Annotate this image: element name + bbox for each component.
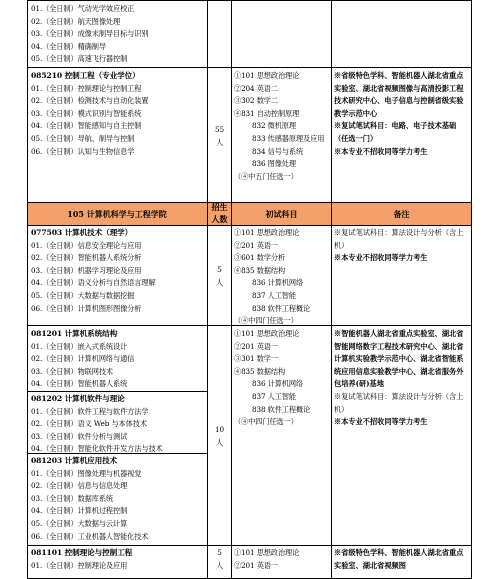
exam-item: 838 软件工程概论 <box>252 303 311 313</box>
exam-item: 838 软件工程概论 <box>252 404 311 414</box>
program-title: 081202 计算机软件与理论 <box>31 394 125 403</box>
exam-item: ②201 英语一 <box>234 560 278 570</box>
direction-item: 01.（全日制）软件工程与软件方法学 <box>31 406 149 416</box>
direction-item: 02.（全日制）计算机网络与通信 <box>31 354 135 364</box>
exam-item: 832 微机原理 <box>252 121 296 131</box>
exam-item: ④831 自动控制原理 <box>234 108 300 118</box>
program-title: 077503 计算机技术（理学） <box>31 228 133 237</box>
ctrl-enroll <box>208 124 231 149</box>
exam-item: 837 人工智能 <box>252 290 296 300</box>
cstech-directions <box>31 227 207 315</box>
cstech-exams <box>234 227 331 328</box>
direction-item: 06.（全日制）认知与生物信息学 <box>31 146 135 156</box>
note-header: 备注 <box>393 209 410 219</box>
direction-item: 03.（全日制）数据库系统 <box>31 493 114 503</box>
ctrl-notes <box>334 70 469 158</box>
note-item: ※省级特色学科、智能机器人湖北省重点实验室、湖北省视频图 <box>334 548 464 570</box>
exam-item: 833 传感器原理及应用 <box>252 133 325 143</box>
enroll-unit: 人 <box>215 560 224 570</box>
last-directions <box>31 547 207 572</box>
direction-item: 01.（全日制）气动光学效应校正 <box>31 4 135 13</box>
exam-item: ②201 英语一 <box>234 341 278 351</box>
enroll-header <box>208 202 231 225</box>
cs-system-directions <box>31 328 207 391</box>
enroll-count: 5 <box>217 548 222 557</box>
program-title: 085210 控制工程（专业学位） <box>31 71 140 80</box>
exam-item: 836 计算机网络 <box>252 278 304 288</box>
csgroup-enroll <box>208 424 231 449</box>
note-item: ※智能机器人湖北省重点实验室、湖北省智能网络数字工程技术研究中心、湖北省计算机实验教学示范中心、湖北省智能系统应用信息实验教学中心、湖北省服务外包培养(研)基地 <box>334 329 464 389</box>
exam-header: 初试科目 <box>265 209 298 219</box>
direction-item: 05.（全日制）高速飞行器控制 <box>31 54 128 64</box>
exam-item: ①101 思想政治理论 <box>234 228 300 237</box>
program-title: 081101 控制理论与控制工程 <box>31 548 133 557</box>
enroll-header-line: 招生 <box>211 202 228 212</box>
csgroup-exams <box>234 328 331 429</box>
note-item: ※复试笔试科目：算法设计与分析（含上机） <box>334 228 464 250</box>
exam-item: 837 人工智能 <box>252 391 296 401</box>
exam-item: ④835 数据结构 <box>234 265 286 275</box>
direction-item: 01.（全日制）图像处理与机器视觉 <box>31 468 142 478</box>
direction-item: 02.（全日制）智能机器人系统分析 <box>31 253 142 263</box>
direction-item: 03.（全日制）软件分析与测试 <box>31 431 128 441</box>
enroll-count: 10 <box>215 425 224 434</box>
exam-item: （④中五门任选一） <box>234 171 298 181</box>
exam-item: 834 信号与系统 <box>252 146 304 156</box>
direction-item: 04.（全日制）精确制导 <box>31 41 106 51</box>
direction-item: 02.（全日制）信息与信息处理 <box>31 481 128 491</box>
exam-item: ③601 数学分析 <box>234 253 286 263</box>
cstech-enroll <box>208 264 231 289</box>
exam-item: 836 计算机网络 <box>252 379 304 389</box>
exam-item: ①101 思想政治理论 <box>234 548 300 557</box>
note-item: ※复试笔试科目：电路、电子技术基础（任选一门） <box>334 121 457 143</box>
program-title: 081201 计算机系统结构 <box>31 329 118 338</box>
enroll-count: 55 <box>215 125 224 134</box>
direction-item: 05.（全日制）导航、制导与控制 <box>31 133 135 143</box>
exam-item: ①101 思想政治理论 <box>234 71 300 80</box>
direction-item: 01.（全日制）控制理论与控制工程 <box>31 83 142 93</box>
last-notes <box>334 547 469 578</box>
admissions-table <box>27 0 472 579</box>
direction-item: 02.（全日制）航天图像处理 <box>31 16 121 26</box>
last-exams <box>234 547 331 572</box>
direction-item: 05.（全日制）大数据与数据挖掘 <box>31 290 135 300</box>
direction-item: 03.（全日制）物联网技术 <box>31 366 114 376</box>
direction-item: 04.（全日制）智能机器人系统 <box>31 379 128 389</box>
exam-item: ④835 数据结构 <box>234 366 286 376</box>
enroll-unit: 人 <box>215 437 224 447</box>
direction-item: 01.（全日制）控制理论及应用 <box>31 560 128 570</box>
exam-item: ②201 英语一 <box>234 240 278 250</box>
note-item: ※复试笔试科目：算法设计与分析（含上机） <box>334 391 464 414</box>
direction-item: 02.（全日制）检测技术与自动化装置 <box>31 96 149 106</box>
exam-item: ②204 英语二 <box>234 83 278 93</box>
direction-item: 06.（全日制）工业机器人智能化技术 <box>31 531 149 541</box>
note-item: ※本专业不招收同等学力考生 <box>334 146 428 156</box>
college-name: 105 计算机科学与工程学院 <box>67 209 167 219</box>
direction-item: 04.（全日制）智能感知与自主控制 <box>31 121 142 131</box>
enroll-unit: 人 <box>215 277 224 287</box>
csgroup-notes <box>334 328 469 429</box>
direction-item: 03.（全日制）模式识别与智能系统 <box>31 108 142 118</box>
program-title: 081203 计算机应用技术 <box>31 456 118 465</box>
direction-item: 03.（全日制）机器学习理论及应用 <box>31 265 142 275</box>
direction-item: 01.（全日制）嵌入式系统设计 <box>31 341 128 351</box>
exam-item: （④中四门任选一） <box>234 417 298 427</box>
direction-item: 04.（全日制）语义分析与自然语言理解 <box>31 278 156 288</box>
direction-item: 06.（全日制）计算机图形图像分析 <box>31 303 142 313</box>
direction-item: 01.（全日制）信息安全理论与应用 <box>31 240 142 250</box>
exam-item: ③302 数学二 <box>234 96 278 106</box>
direction-item: 04.（全日制）智能化软件开发方法与技术 <box>31 444 163 454</box>
top-directions <box>31 3 207 66</box>
last-enroll <box>208 547 231 572</box>
enroll-unit: 人 <box>215 137 224 147</box>
cs-software-directions <box>31 393 207 456</box>
note-item: ※省级特色学科、智能机器人湖北省重点实验室、湖北省视频图像与高清投影工程技术研究中心、电子信息与控制省级实验教学示范中心 <box>334 71 464 118</box>
enroll-header-line: 人数 <box>211 213 228 224</box>
exam-item: （④中四门任选一） <box>234 316 298 326</box>
exam-item: ①101 思想政治理论 <box>234 329 300 338</box>
note-item: ※本专业不招收同等学力考生 <box>334 417 428 427</box>
ctrl-exams <box>234 70 331 183</box>
exam-item: ③301 数学一 <box>234 354 278 364</box>
direction-item: 04.（全日制）计算机过程控制 <box>31 506 128 516</box>
direction-item: 05.（全日制）大数据与云计算 <box>31 518 128 528</box>
ctrl-directions <box>31 70 207 158</box>
direction-item: 03.（全日制）成像末制导目标与识别 <box>31 29 149 39</box>
note-item: ※本专业不招收同等学力考生 <box>334 253 428 263</box>
cs-application-directions <box>31 455 207 543</box>
direction-item: 02.（全日制）语义 Web 与本体技术 <box>31 419 147 429</box>
enroll-count: 5 <box>217 265 222 274</box>
cstech-notes <box>334 227 469 265</box>
exam-item: 836 图像处理 <box>252 159 296 169</box>
